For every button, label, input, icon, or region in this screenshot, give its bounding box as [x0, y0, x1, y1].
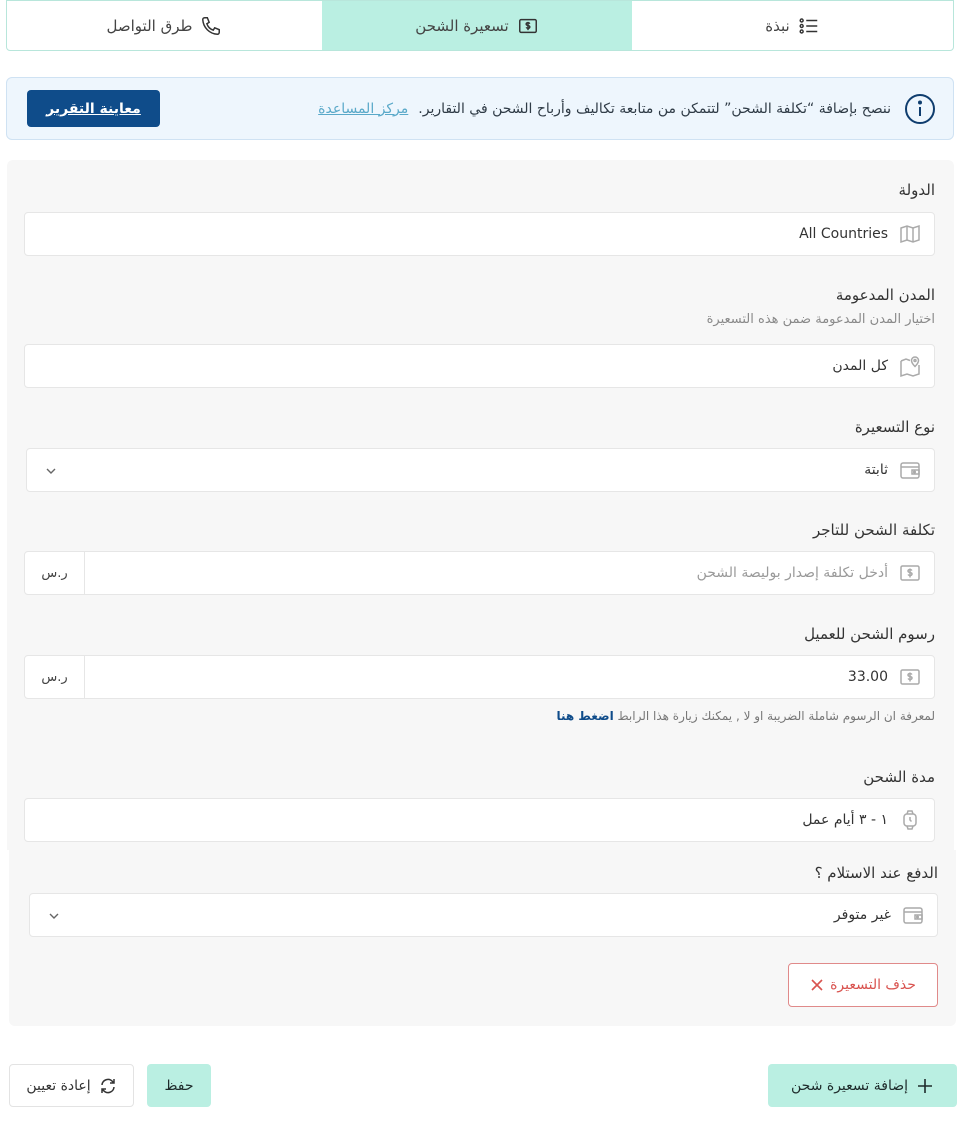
country-value: All Countries: [799, 226, 888, 242]
duration-select[interactable]: [24, 798, 935, 842]
pricing-type-value: ثابتة: [864, 462, 888, 478]
merchant-cost-placeholder: أدخل تكلفة إصدار بوليصة الشحن: [696, 565, 888, 581]
wallet-icon: [901, 903, 925, 927]
add-shipping-pricing-label: إضافة تسعيرة شحن: [791, 1077, 908, 1094]
customer-fee-label: رسوم الشحن للعميل: [804, 625, 935, 643]
cod-value: غير متوفر: [833, 907, 891, 923]
preview-report-button[interactable]: معاينة التقرير: [27, 90, 160, 127]
reset-button[interactable]: [9, 1064, 134, 1107]
money-icon: [517, 15, 539, 37]
tax-note-link[interactable]: اضغط هنا: [556, 709, 614, 723]
tab-bar: [6, 0, 954, 51]
delete-pricing-button[interactable]: [788, 963, 938, 1007]
pricing-form-panel: [7, 160, 954, 850]
cities-select[interactable]: [24, 344, 935, 388]
cities-label: المدن المدعومة: [835, 286, 935, 304]
refresh-icon: [99, 1077, 117, 1095]
customer-fee-input[interactable]: [24, 655, 935, 699]
add-shipping-pricing-button[interactable]: [768, 1064, 957, 1107]
close-icon: [810, 978, 824, 992]
tab-contact-methods-label: طرق التواصل: [106, 16, 193, 35]
tab-overview-label: نبذة: [765, 16, 790, 35]
merchant-cost-label: تكلفة الشحن للتاجر: [813, 521, 935, 539]
cod-label: الدفع عند الاستلام ؟: [814, 864, 938, 882]
duration-value: ١ - ٣ أيام عمل: [802, 812, 888, 828]
wallet-icon: [898, 458, 922, 482]
info-icon: [903, 92, 937, 126]
cod-select[interactable]: [29, 893, 938, 937]
country-label: الدولة: [898, 181, 935, 199]
phone-icon: [200, 15, 222, 37]
info-banner: [6, 77, 954, 140]
reset-label: إعادة تعيين: [26, 1077, 91, 1094]
banner-message: ننصح بإضافة “تكلفة الشحن” لتتمكن من متابعة تكاليف وأرباح الشحن في التقارير.: [418, 100, 891, 117]
tab-shipping-pricing[interactable]: [322, 1, 632, 50]
tab-overview[interactable]: [632, 1, 953, 50]
tab-shipping-pricing-label: تسعيرة الشحن: [415, 16, 509, 35]
plus-icon: [916, 1077, 934, 1095]
tax-note: [556, 709, 935, 723]
pricing-type-select[interactable]: [26, 448, 935, 492]
currency-suffix: ر.س: [25, 552, 85, 594]
watch-icon: [898, 808, 922, 832]
merchant-cost-input[interactable]: [24, 551, 935, 595]
help-center-link[interactable]: مركز المساعدة: [318, 100, 409, 117]
chevron-down-icon: [48, 910, 60, 922]
customer-fee-value: 33.00: [847, 669, 888, 685]
map-pin-icon: [898, 354, 922, 378]
currency-suffix: ر.س: [25, 656, 85, 698]
save-label: حفظ: [164, 1077, 194, 1094]
cities-value: كل المدن: [832, 358, 888, 374]
chevron-down-icon: [45, 465, 57, 477]
money-icon: [898, 665, 922, 689]
pricing-type-label: نوع التسعيرة: [854, 418, 935, 436]
tax-note-text: لمعرفة ان الرسوم شاملة الضريبة او لا , يمكنك زيارة هذا الرابط: [617, 709, 935, 723]
save-button[interactable]: [147, 1064, 211, 1107]
tab-contact-methods[interactable]: [7, 1, 322, 50]
duration-label: مدة الشحن: [863, 768, 935, 786]
cities-hint: اختيار المدن المدعومة ضمن هذه التسعيرة: [706, 312, 935, 327]
map-icon: [898, 222, 922, 246]
list-icon: [798, 15, 820, 37]
delete-pricing-label: حذف التسعيرة: [830, 977, 916, 993]
money-icon: [898, 561, 922, 585]
country-select[interactable]: [24, 212, 935, 256]
